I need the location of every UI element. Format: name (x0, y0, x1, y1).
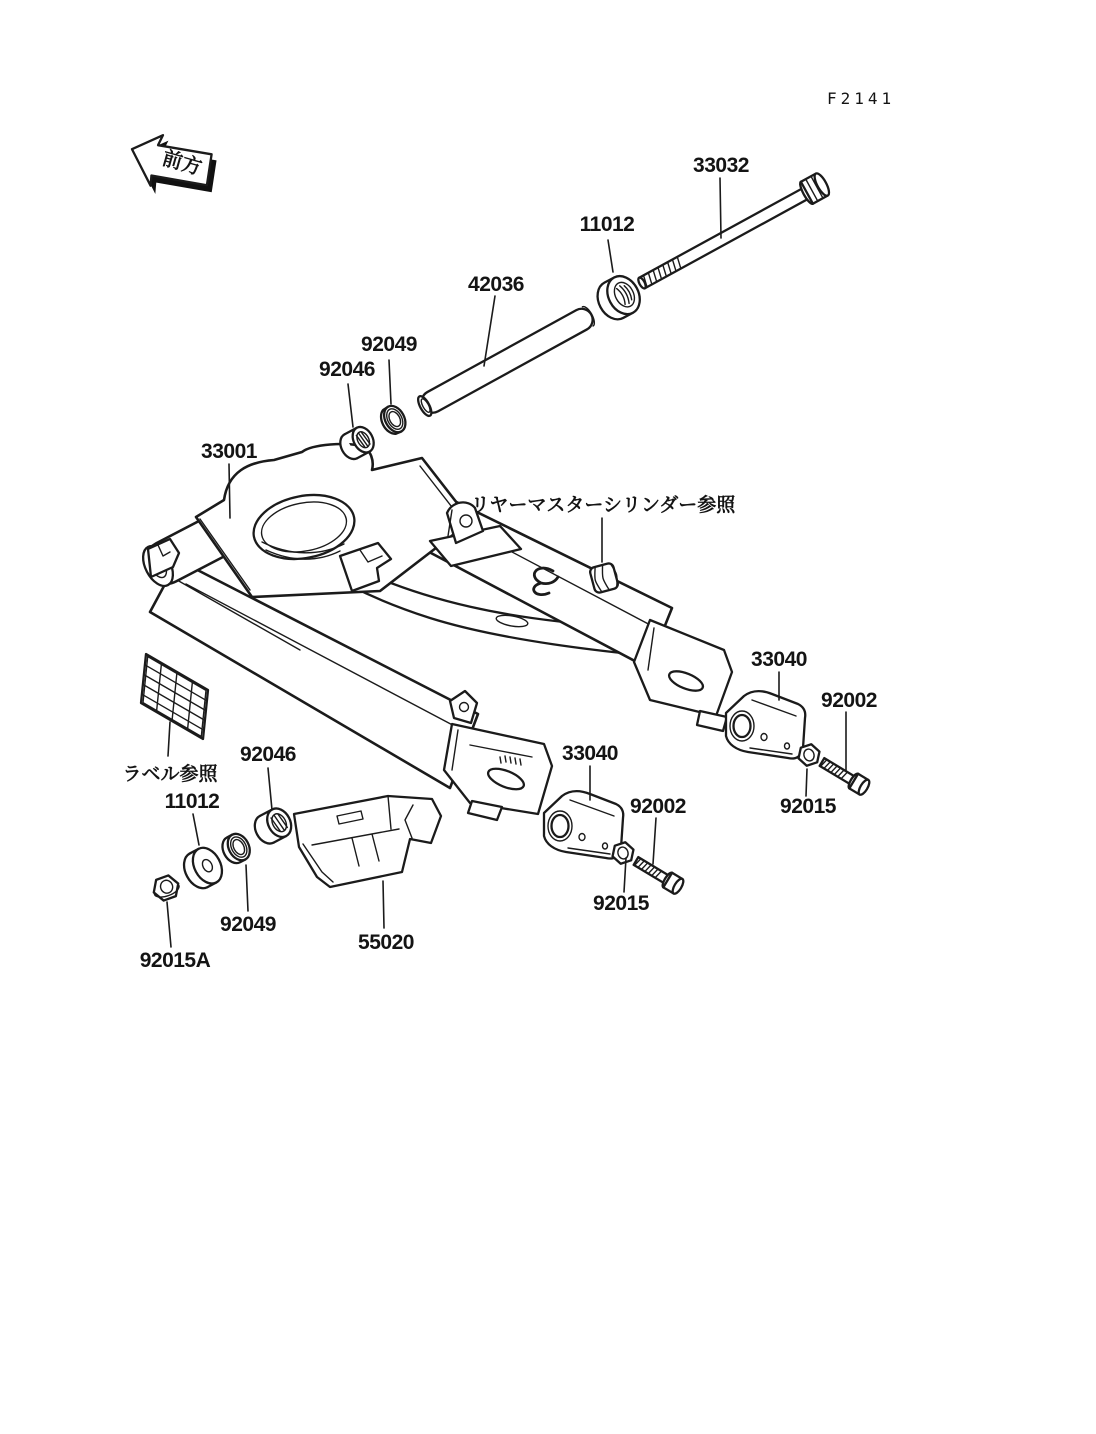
part-label-chain-adjuster-lower: 33040 (562, 742, 618, 765)
part-label-needle-bearing-upper: 92046 (319, 358, 375, 381)
oil-seal-upper-drawing (377, 402, 410, 437)
chain-adjuster-upper-drawing (726, 691, 805, 758)
rear-master-cylinder-note: リヤーマスターシリンダー参照 (470, 495, 736, 516)
front-direction-arrow (122, 128, 222, 207)
part-label-chain-adjuster-upper: 33040 (751, 648, 807, 671)
part-label-needle-bearing-lower: 92046 (240, 743, 296, 766)
figure-code: F2141 (827, 89, 896, 108)
flanged-nut-drawing (150, 873, 182, 903)
part-label-bolt-lower: 92002 (630, 795, 686, 818)
part-label-bolt-upper: 92002 (821, 689, 877, 712)
part-label-chain-guard: 55020 (358, 931, 414, 954)
chain-guard-drawing (294, 796, 441, 887)
needle-bearing-lower-drawing (250, 804, 296, 847)
oil-seal-lower-drawing (218, 830, 254, 867)
cap-lower-drawing (178, 843, 228, 893)
label-reference-note: ラベル参照 (122, 764, 218, 785)
pivot-tube-drawing (416, 305, 597, 418)
front-arrow-label: 前方 (159, 147, 205, 180)
part-label-nut-upper: 92015 (780, 795, 836, 818)
adjuster-bolt-upper-drawing (818, 755, 872, 797)
adjuster-bolt-lower-drawing (632, 854, 686, 896)
part-label-flanged-nut: 92015A (139, 949, 211, 972)
part-label-pivot-shaft: 33032 (693, 154, 749, 177)
grommet-drawing (589, 562, 620, 594)
part-label-oil-seal-lower: 92049 (220, 913, 276, 936)
label-sticker-drawing (141, 654, 208, 739)
part-label-swingarm: 33001 (201, 440, 257, 463)
pivot-shaft-drawing (634, 171, 832, 295)
part-label-cap-upper: 11012 (579, 213, 635, 236)
chain-adjuster-lower-drawing (544, 791, 623, 858)
part-label-pivot-tube: 42036 (468, 273, 524, 296)
part-label-oil-seal-upper: 92049 (361, 333, 417, 356)
part-label-cap-lower: 11012 (164, 790, 220, 813)
part-label-nut-lower: 92015 (593, 892, 649, 915)
